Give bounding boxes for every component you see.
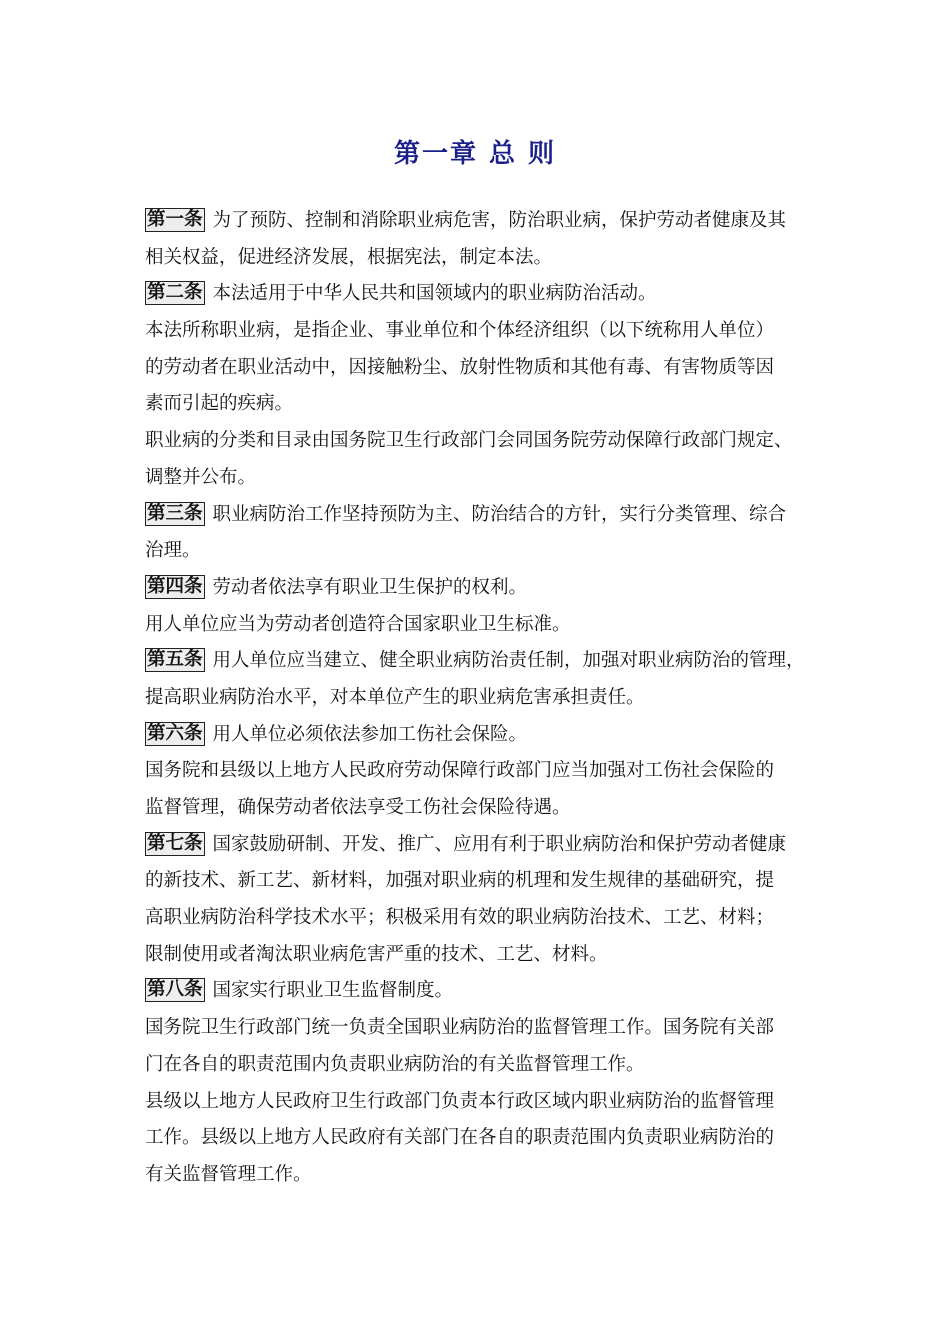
article-label: 第七条 bbox=[147, 832, 203, 854]
line-text: 门在各自的职责范围内负责职业病防治的有关监督管理工作。 bbox=[145, 1053, 645, 1075]
line-text: 本法适用于中华人民共和国领域内的职业病防治活动。 bbox=[212, 283, 657, 305]
text-line bbox=[145, 827, 835, 864]
line-text: 国家鼓励研制、开发、推广、应用有利于职业病防治和保护劳动者健康 bbox=[212, 833, 787, 855]
line-text: 限制使用或者淘汰职业病危害严重的技术、工艺、材料。 bbox=[145, 943, 608, 965]
text-line bbox=[145, 1084, 835, 1121]
article-label: 第三条 bbox=[147, 502, 203, 524]
line-text: 职业病的分类和目录由国务院卫生行政部门会同国务院劳动保障行政部门规定、 bbox=[145, 430, 793, 452]
article-label: 第八条 bbox=[147, 979, 203, 1001]
line-text: 职业病防治工作坚持预防为主、防治结合的方针，实行分类管理、综合 bbox=[212, 503, 787, 525]
text-line bbox=[145, 973, 835, 1010]
text-line bbox=[145, 680, 835, 717]
text-line bbox=[145, 423, 835, 460]
text-line bbox=[145, 643, 835, 680]
text-line bbox=[145, 350, 835, 387]
text-line bbox=[145, 1120, 835, 1157]
chapter-title: 第一章 总 则 bbox=[393, 139, 557, 169]
text-line bbox=[145, 203, 835, 240]
text-line bbox=[145, 1047, 835, 1084]
line-text: 监督管理，确保劳动者依法享受工伤社会保险待遇。 bbox=[145, 797, 571, 818]
line-text: 调整并公布。 bbox=[145, 466, 257, 488]
text-line bbox=[145, 900, 835, 937]
line-text: 用人单位应当为劳动者创造符合国家职业卫生标准。 bbox=[145, 613, 571, 635]
line-text: 县级以上地方人民政府卫生行政部门负责本行政区域内职业病防治的监督管理 bbox=[145, 1090, 775, 1112]
line-text: 国务院卫生行政部门统一负责全国职业病防治的监督管理工作。国务院有关部 bbox=[145, 1017, 775, 1039]
text-line bbox=[145, 937, 835, 974]
text-line bbox=[145, 570, 835, 607]
line-text: 用人单位必须依法参加工伤社会保险。 bbox=[212, 723, 528, 745]
line-text: 工作。县级以上地方人民政府有关部门在各自的职责范围内负责职业病防治的 bbox=[145, 1127, 775, 1149]
text-line bbox=[145, 460, 835, 497]
line-text: 国家实行职业卫生监督制度。 bbox=[212, 980, 454, 1002]
line-text: 劳动者依法享有职业卫生保护的权利。 bbox=[212, 576, 528, 598]
line-text: 治理。 bbox=[145, 540, 201, 562]
line-text: 高职业病防治科学技术水平；积极采用有效的职业病防治技术、工艺、材料； bbox=[145, 907, 775, 929]
line-text: 本法所称职业病，是指企业、事业单位和个体经济组织（以下统称用人单位） bbox=[145, 320, 775, 342]
text-line bbox=[145, 790, 835, 827]
line-text: 用人单位应当建立、健全职业病防治责任制，加强对职业病防治的管理， bbox=[212, 650, 805, 672]
text-line bbox=[145, 607, 835, 644]
text-line bbox=[145, 1157, 835, 1194]
text-line bbox=[145, 240, 835, 277]
line-text: 相关权益，促进经济发展，根据宪法，制定本法。 bbox=[145, 246, 553, 268]
line-text: 国务院和县级以上地方人民政府劳动保障行政部门应当加强对工伤社会保险的 bbox=[145, 760, 775, 782]
line-text: 为了预防、控制和消除职业病危害，防治职业病，保护劳动者健康及其 bbox=[212, 210, 787, 231]
text-line bbox=[145, 276, 835, 313]
article-label: 第二条 bbox=[147, 282, 203, 304]
article-label: 第五条 bbox=[147, 649, 203, 671]
line-text: 素而引起的疾病。 bbox=[145, 393, 294, 415]
line-text: 的新技术、新工艺、新材料，加强对职业病的机理和发生规律的基础研究，提 bbox=[145, 870, 775, 892]
line-text: 的劳动者在职业活动中，因接触粉尘、放射性物质和其他有毒、有害物质等因 bbox=[145, 356, 775, 378]
text-line bbox=[145, 533, 835, 570]
text-line bbox=[145, 863, 835, 900]
text-line bbox=[145, 386, 835, 423]
text-line bbox=[145, 313, 835, 350]
line-text: 提高职业病防治水平，对本单位产生的职业病危害承担责任。 bbox=[145, 686, 645, 708]
text-line bbox=[145, 1010, 835, 1047]
text-line bbox=[145, 497, 835, 534]
text-line bbox=[145, 717, 835, 754]
law-text-body bbox=[145, 203, 835, 1194]
line-text: 有关监督管理工作。 bbox=[145, 1163, 312, 1185]
article-label: 第一条 bbox=[147, 209, 203, 230]
article-label: 第六条 bbox=[147, 722, 203, 744]
text-line bbox=[145, 753, 835, 790]
article-label: 第四条 bbox=[147, 575, 203, 597]
